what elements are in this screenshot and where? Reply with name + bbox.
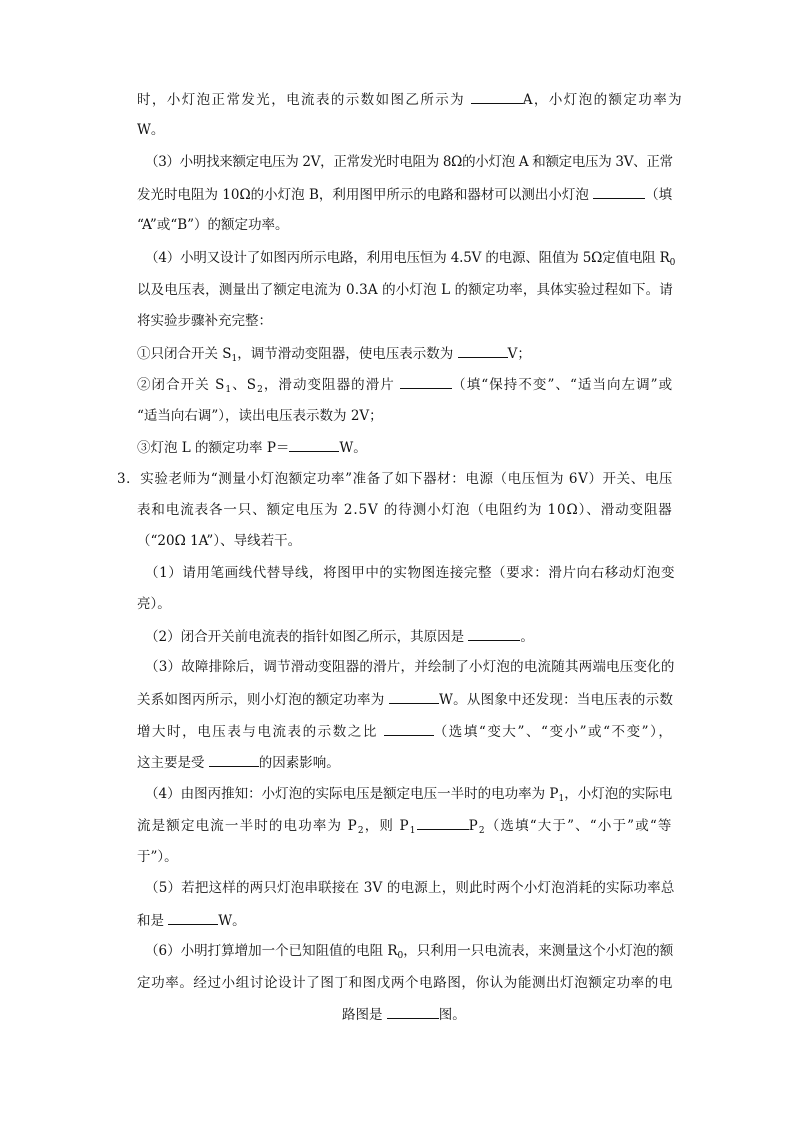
text-segment: 3．实验老师为“测量小灯泡额定功率”准备了如下器材：电源（电压恒为 6V）开关、电压	[117, 471, 674, 487]
text-segment: “A”或“B”）的额定功率。	[137, 217, 289, 233]
answer-blank[interactable]	[471, 89, 523, 104]
text-segment: A，小灯泡的额定功率为	[522, 92, 684, 108]
text-segment: ，则 P	[364, 818, 410, 834]
subscript: 2	[357, 826, 365, 836]
text-line-3	[145, 152, 673, 172]
answer-blank[interactable]	[209, 752, 259, 767]
answer-blank[interactable]	[389, 689, 439, 704]
text-line-21	[137, 721, 673, 742]
text-line-29	[137, 973, 673, 993]
text-segment: 亮）。	[137, 596, 171, 612]
text-line-11	[137, 406, 383, 426]
answer-blank[interactable]	[168, 910, 218, 925]
text-segment: 流是额定电流一半时的电功率为 P	[137, 818, 358, 834]
text-segment: 的因素影响。	[258, 755, 340, 771]
text-segment: （选填“变大”、“变小”或“不变”），	[433, 724, 674, 740]
text-segment: W。从图象中还发现：当电压表的示数	[439, 692, 674, 708]
text-segment: ③灯泡 L 的额定功率 P＝	[137, 440, 290, 456]
text-line-25	[137, 847, 178, 867]
answer-blank[interactable]	[458, 343, 508, 358]
answer-blank[interactable]	[387, 1004, 439, 1019]
text-segment: 。	[520, 629, 534, 645]
text-segment: 定功率。经过小组讨论设计了图丁和图戊两个电路图，你认为能测出灯泡额定功率的电	[137, 975, 673, 991]
text-segment: ②闭合开关 S	[137, 377, 226, 393]
text-segment: （选填“大于”、“小于”或“等	[485, 818, 673, 834]
text-segment: 这主要是受	[137, 755, 209, 771]
text-segment: V；	[507, 346, 531, 362]
text-segment: P	[468, 818, 479, 834]
text-line-4	[137, 184, 672, 205]
subscript: 1	[225, 385, 233, 395]
text-segment: （6）小明打算增加一个已知阻值的电阻 R	[145, 943, 398, 959]
text-line-10	[137, 374, 673, 400]
text-line-2	[137, 120, 164, 140]
answer-blank[interactable]	[593, 184, 645, 199]
text-segment: （4）由图丙推知：小灯泡的实际电压是额定电压一半时的电功率为 P	[145, 786, 559, 802]
text-segment: （“20Ω 1A”）、导线若干。	[137, 533, 302, 549]
text-segment: 关系如图丙所示，则小灯泡的额定功率为	[137, 692, 390, 708]
text-line-20	[137, 689, 673, 710]
text-segment: 表和电流表各一只、额定电压为 2.5V 的待测小灯泡（电阻约为 10Ω）、滑动变阻器	[137, 502, 673, 518]
text-segment: 将实验步骤补充完整：	[137, 313, 272, 329]
answer-blank[interactable]	[417, 815, 469, 830]
text-line-17	[137, 594, 171, 614]
text-segment: 以及电压表，测量出了额定电流为 0.3A 的小灯泡 L 的额定功率，具体实验过程如下。请	[137, 282, 673, 298]
text-line-13	[117, 469, 673, 489]
text-line-14	[137, 500, 673, 520]
text-segment: 路图是	[342, 1007, 387, 1023]
text-line-9	[137, 343, 531, 369]
text-segment: （3）小明找来额定电压为 2V，正常发光时电阻为 8Ω的小灯泡 A 和额定电压为 3V、正常	[145, 154, 673, 170]
text-segment: （2）闭合开关前电流表的指针如图乙所示，其原因是	[145, 629, 469, 645]
text-segment: ，小灯泡的实际电	[564, 786, 673, 802]
text-segment: 于”）。	[137, 849, 178, 865]
answer-blank[interactable]	[468, 626, 520, 641]
text-line-16	[145, 563, 675, 583]
text-segment: W。	[339, 440, 367, 456]
text-segment: 、S	[232, 377, 258, 393]
text-line-6	[145, 248, 675, 273]
text-segment: 发光时电阻为 10Ω的小灯泡 B，利用图甲所示的电路和器材可以测出小灯泡	[137, 187, 594, 203]
subscript: 2	[478, 826, 486, 836]
text-segment: ，只利用一只电流表，来测量这个小灯泡的额	[403, 943, 674, 959]
text-line-1	[137, 89, 683, 110]
text-line-15	[137, 531, 301, 551]
text-segment: （填“保持不变”、“适当向左调”或	[452, 377, 674, 393]
text-segment: W。	[137, 122, 165, 138]
subscript: 2	[257, 385, 264, 395]
text-segment: （1）请用笔画线代替导线，将图甲中的实物图连接完整（要求：滑片向右移动灯泡变	[145, 565, 676, 581]
text-segment: W。	[218, 913, 246, 929]
subscript: 1	[409, 826, 417, 836]
text-segment: ，调节滑动变阻器，使电压表示数为	[237, 346, 458, 362]
text-line-24	[137, 815, 673, 841]
text-segment: ①只闭合开关 S	[137, 346, 232, 362]
text-line-5	[137, 215, 289, 235]
text-segment: （4）小明又设计了如图丙所示电路，利用电压恒为 4.5V 的电源、阻值为 5Ω定值电阻 R	[145, 250, 670, 266]
subscript: 0	[397, 951, 404, 961]
text-line-23	[145, 784, 672, 809]
text-segment: 和是	[137, 913, 169, 929]
text-line-19	[145, 657, 675, 677]
text-line-27	[137, 910, 246, 931]
text-segment: “适当向右调”），读出电压表示数为 2V；	[137, 408, 383, 424]
text-line-12	[137, 437, 367, 458]
text-line-18	[145, 626, 534, 647]
text-segment: （3）故障排除后，调节滑动变阻器的滑片，并绘制了小灯泡的电流随其两端电压变化的	[145, 659, 675, 675]
answer-blank[interactable]	[289, 437, 339, 452]
subscript: 1	[231, 354, 238, 364]
text-segment: 时，小灯泡正常发光，电流表的示数如图乙所示为	[137, 92, 471, 108]
answer-blank[interactable]	[400, 374, 452, 389]
text-segment: （5）若把这样的两只灯泡串联接在 3V 的电源上，则此时两个小灯泡消耗的实际功率总	[145, 880, 675, 896]
text-line-8	[137, 311, 272, 331]
text-line-7	[137, 280, 673, 300]
text-line-28	[145, 941, 673, 966]
text-segment: （填	[645, 187, 673, 203]
text-segment: ，滑动变阻器的滑片	[263, 377, 401, 393]
text-line-26	[145, 878, 675, 898]
subscript: 0	[669, 258, 676, 268]
text-line-30	[342, 1004, 466, 1025]
subscript: 1	[558, 794, 565, 804]
text-segment: 图。	[438, 1007, 466, 1023]
answer-blank[interactable]	[384, 721, 434, 736]
text-line-22	[137, 752, 340, 773]
text-segment: 增大时，电压表与电流表的示数之比	[137, 724, 384, 740]
